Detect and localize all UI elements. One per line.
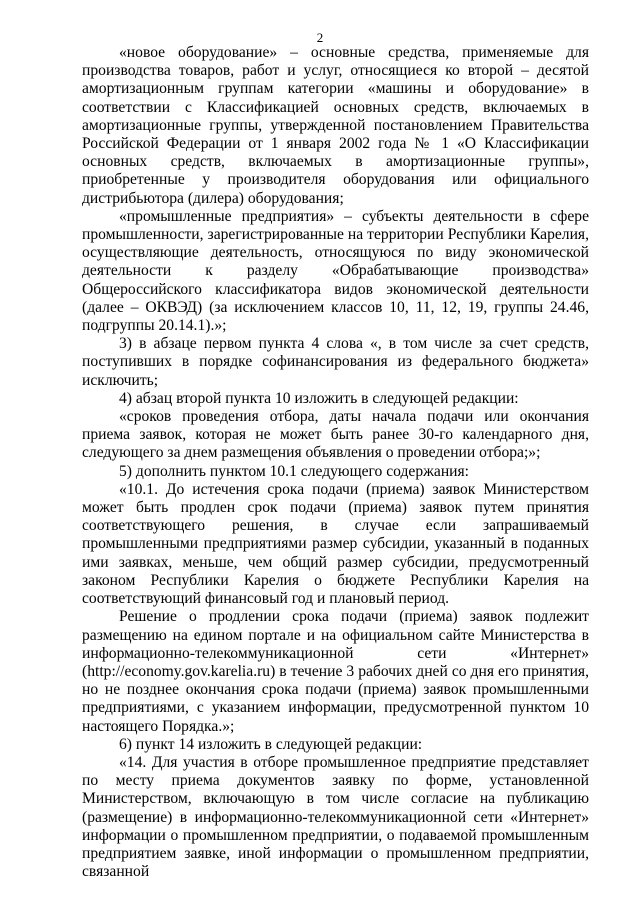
paragraph-clause-10-1: «10.1. До истечения срока подачи (приема) заявок Министерством может быть продлен срок подачи (приема) заявок путем принятия соответствующего решения, в случае если запрашиваемый промышленными предприятиями размер субсидии, указанный в поданных ими заявках, меньше, чем общий размер субсидии, предусмотренный законом Республики Карелия о бюджете Республики Карелия на соответствующий финансовый год и плановый период. (82, 480, 589, 608)
paragraph-item-6: 6) пункт 14 изложить в следующей редакции: (119, 735, 423, 753)
paragraph-new-equipment-definition: «новое оборудование» – основные средства, применяемые для производства товаров, работ и услуг, относящиеся ко второй – десятой амортизационным группам категории «машины и оборудование» в соответствии с Классификацией основных средств, включаемых в амортизационные группы, утвержденной постановлением Правительства Российской Федерации от 1 января 2002 года № 1 «О Классификации основных средств, включаемых в амортизационные группы», приобретенные у производителя оборудования или официального дистрибьютора (дилера) оборудования; (82, 44, 589, 207)
paragraph-clause-14: «14. Для участия в отборе промышленное предприятие представляет по месту приема документов заявку по форме, установленной Министерством, включающую в том числе согласие на публикацию (размещение) в информационно-телекоммуникационной сети «Интернет» информации о промышленном предприятии, о подаваемой промышленным предприятием заявке, иной информации о промышленном предприятии, связанной (82, 753, 589, 881)
paragraph-item-4-text: «сроков проведения отбора, даты начала подачи или окончания приема заявок, которая не может быть ранее 30-го календарного дня, следующего за днем размещения объявления о проведении отбора;»; (82, 408, 589, 462)
document-body (82, 44, 589, 881)
paragraph-item-3: 3) в абзаце первом пункта 4 слова «, в том числе за счет средств, поступивших в порядке софинансирования из федерального бюджета» исключить; (82, 335, 589, 389)
paragraph-item-5: 5) дополнить пунктом 10.1 следующего содержания: (119, 462, 470, 480)
page-number: 2 (316, 30, 324, 45)
paragraph-industrial-enterprises-definition: «промышленные предприятия» – субъекты деятельности в сфере промышленности, зарегистрированные на территории Республики Карелия, осуществляющие деятельность, относящуюся по виду экономической деятельности к разделу «Обрабатывающие производства» Общероссийского классификатора видов экономической деятельности (далее – ОКВЭД) (за исключением классов 10, 11, 12, 19, группы 24.46, подгруппы 20.14.1).»; (82, 207, 589, 335)
paragraph-item-4: 4) абзац второй пункта 10 изложить в следующей редакции: (119, 389, 519, 407)
paragraph-extension-decision: Решение о продлении срока подачи (приема) заявок подлежит размещению на едином портале и на официальном сайте Министерства в информационно-телекоммуникационной сети «Интернет» (http://economy.gov.karelia.ru) в течение 3 рабочих дней со дня его принятия, но не позднее окончания срока подачи (приема) заявок промышленными предприятиями, с указанием информации, предусмотренной пунктом 10 настоящего Порядка.»; (82, 608, 589, 735)
